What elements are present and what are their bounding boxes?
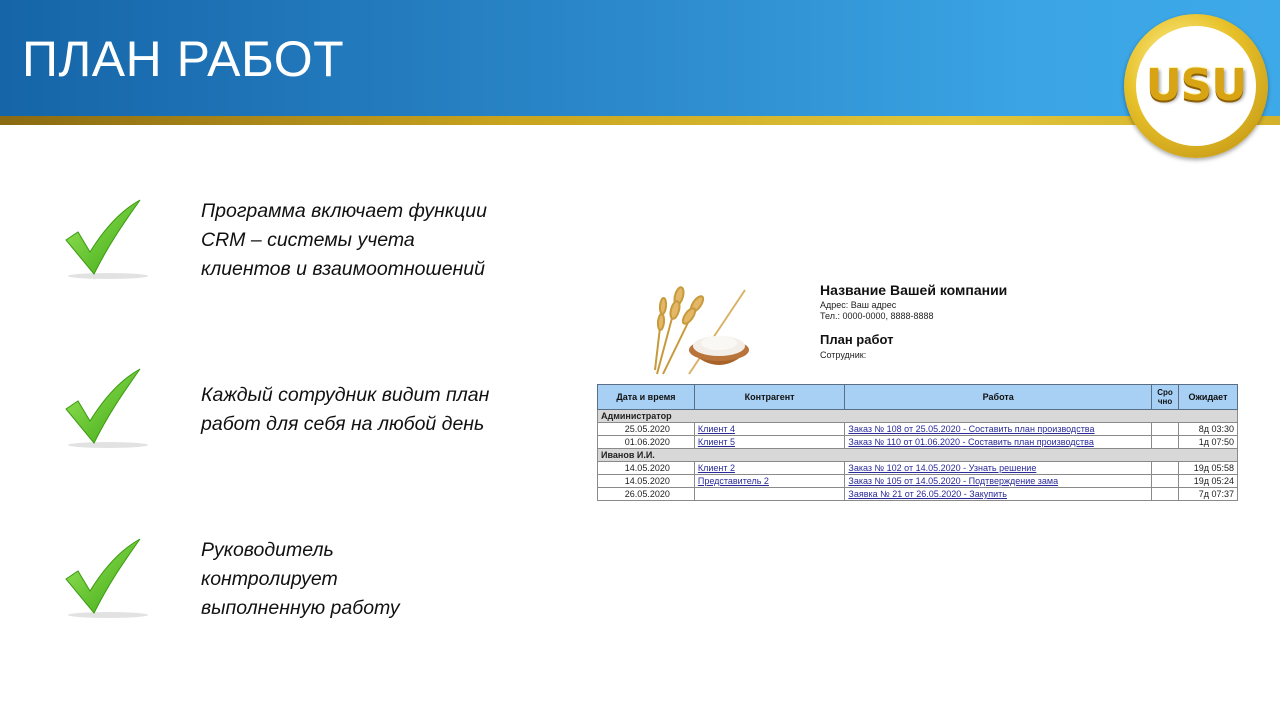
- logo-text: USU: [1145, 60, 1247, 111]
- row-date: 14.05.2020: [598, 462, 695, 475]
- header-stripe: [0, 116, 1280, 125]
- work-link[interactable]: Заявка № 21 от 26.05.2020 - Закупить: [848, 489, 1007, 499]
- row-date: 25.05.2020: [598, 423, 695, 436]
- col-header-work: Работа: [845, 385, 1152, 410]
- row-work: [845, 462, 1152, 475]
- col-header-waiting: Ожидает: [1179, 385, 1238, 410]
- col-header-date: Дата и время: [598, 385, 695, 410]
- checkmark-icon: [58, 535, 150, 625]
- row-date: 26.05.2020: [598, 488, 695, 501]
- feature-text-employee: Каждый сотрудник видит план работ для себя на любой день: [201, 384, 490, 435]
- wheat-flour-image: [649, 282, 751, 380]
- row-counterparty: [694, 475, 845, 488]
- report-title: План работ: [820, 332, 894, 347]
- table-row: [598, 436, 1238, 449]
- row-counterparty: [694, 423, 845, 436]
- row-counterparty: [694, 488, 845, 501]
- row-urgent: [1152, 436, 1179, 449]
- table-row: [598, 475, 1238, 488]
- group-name: Иванов И.И.: [598, 449, 1238, 462]
- feature-text-manager: Руководитель контролирует выполненную работу: [201, 539, 400, 619]
- page-title: ПЛАН РАБОТ: [22, 31, 345, 87]
- group-name: Администратор: [598, 410, 1238, 423]
- company-address: Адрес: Ваш адрес: [820, 300, 897, 310]
- report-preview: [597, 276, 1238, 512]
- work-plan-table: [597, 384, 1238, 501]
- group-row: [598, 410, 1238, 423]
- counterparty-link[interactable]: Клиент 4: [697, 424, 735, 434]
- row-counterparty: [694, 436, 845, 449]
- work-link[interactable]: Заказ № 102 от 14.05.2020 - Узнать решение: [848, 463, 1037, 473]
- row-date: 14.05.2020: [598, 475, 695, 488]
- company-name: Название Вашей компании: [820, 282, 1008, 298]
- work-link[interactable]: Заказ № 108 от 25.05.2020 - Составить план производства: [848, 424, 1095, 434]
- row-waiting: 19д 05:24: [1179, 475, 1238, 488]
- row-urgent: [1152, 462, 1179, 475]
- feature-text-crm: Программа включает функции CRM – системы учета клиентов и взаимоотношений: [201, 200, 487, 280]
- row-urgent: [1152, 488, 1179, 501]
- group-row: [598, 449, 1238, 462]
- row-waiting: 1д 07:50: [1179, 436, 1238, 449]
- logo-inner: [1136, 26, 1256, 146]
- row-work: [845, 488, 1152, 501]
- table-header-row: [598, 385, 1238, 410]
- row-date: 01.06.2020: [598, 436, 695, 449]
- counterparty-link[interactable]: Клиент 5: [697, 437, 735, 447]
- row-urgent: [1152, 475, 1179, 488]
- row-work: [845, 423, 1152, 436]
- row-waiting: 19д 05:58: [1179, 462, 1238, 475]
- usu-logo: [1124, 14, 1268, 158]
- row-counterparty: [694, 462, 845, 475]
- row-work: [845, 436, 1152, 449]
- row-waiting: 7д 07:37: [1179, 488, 1238, 501]
- row-urgent: [1152, 423, 1179, 436]
- counterparty-link[interactable]: Клиент 2: [697, 463, 735, 473]
- company-phone: Тел.: 0000-0000, 8888-8888: [820, 311, 934, 321]
- row-waiting: 8д 03:30: [1179, 423, 1238, 436]
- row-work: [845, 475, 1152, 488]
- work-link[interactable]: Заказ № 105 от 14.05.2020 - Подтверждение зама: [848, 476, 1059, 486]
- checkmark-icon: [58, 196, 150, 286]
- table-row: [598, 488, 1238, 501]
- col-header-urgent: Сро чно: [1152, 385, 1179, 410]
- counterparty-link[interactable]: Представитель 2: [697, 476, 769, 486]
- employee-label: Сотрудник:: [820, 350, 867, 360]
- work-link[interactable]: Заказ № 110 от 01.06.2020 - Составить план производства: [848, 437, 1094, 447]
- checkmark-icon: [58, 365, 150, 455]
- col-header-counterparty: Контрагент: [694, 385, 845, 410]
- table-row: [598, 462, 1238, 475]
- table-row: [598, 423, 1238, 436]
